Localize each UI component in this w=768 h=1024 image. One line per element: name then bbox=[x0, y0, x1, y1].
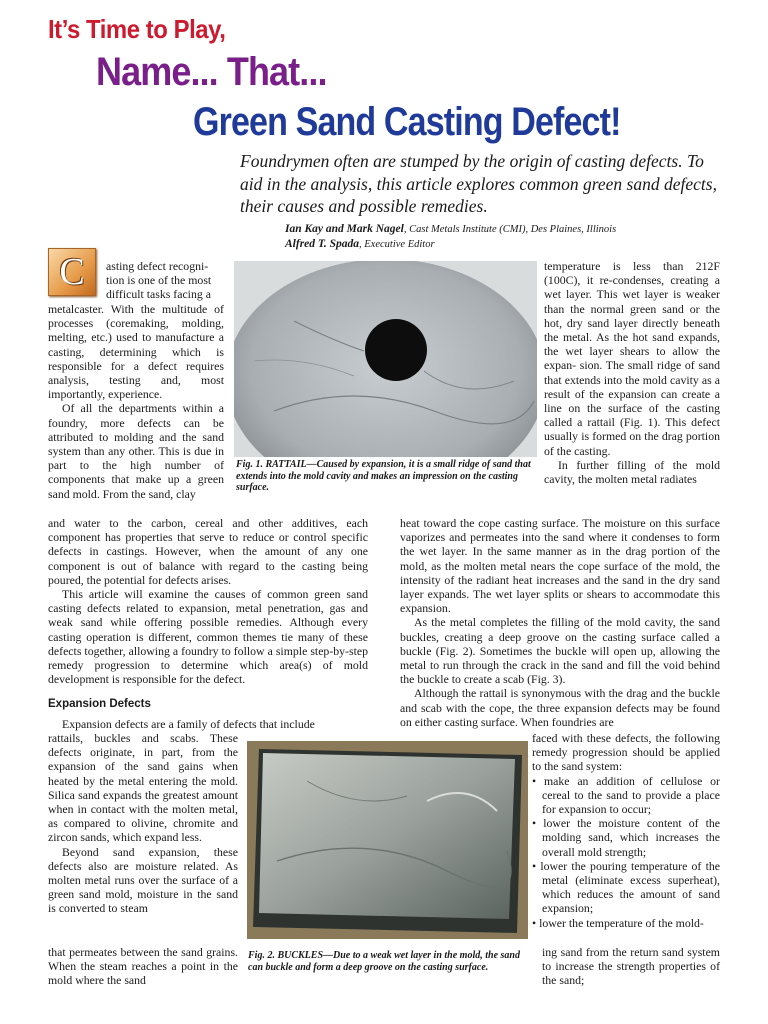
col3-top-text bbox=[544, 259, 720, 486]
list-item: • make an addition of cellulose or cereal to the sand to provide a place for expansion to occur; bbox=[532, 773, 720, 817]
paragraph: Beyond sand expansion, these defects also are moisture related. As molten metal runs over the surface of a green sand mold, moisture in the sand is converted to steam bbox=[48, 844, 238, 916]
paragraph-line: asting defect recogni- bbox=[106, 259, 209, 273]
paragraph: In further filling of the mold cavity, the molten metal radiates bbox=[544, 457, 720, 487]
paragraph-line: Expansion defects are a family of defects that include bbox=[62, 717, 315, 731]
paragraph: As the metal completes the filling of the mold cavity, the sand buckles, creating a deep groove on the casting surface called a buckle (Fig. 2). Sometimes the buckle will open up, allowing the metal to run through the crack in the sand and fill the void behind the buckle to create a scab (Fig. 3). bbox=[400, 615, 720, 687]
fig2-buckles-photo bbox=[247, 741, 528, 939]
col-right-bottom-text bbox=[542, 945, 720, 988]
col1-wrapped-lines bbox=[106, 259, 224, 302]
paragraph: temperature is less than 212F (100C), it re-condenses, creating a wet layer. This wet layer is weaker than the normal green sand or the hot, dry sand layer directly beneath the metal. As the hot sand expands, the wet layer shears to allow the expan- sion. The small ridge of sand that extends into the mold cavity as a result of the expansion can create a line on the surface of the casting called a rattail (Fig. 1). This defect usually is formed on the drag portion of the casting. bbox=[544, 259, 720, 458]
expansion-intro-line bbox=[48, 717, 368, 731]
col1-top-text bbox=[48, 302, 224, 501]
remedy-list bbox=[532, 774, 720, 930]
paragraph: metalcaster. With the multitude of processes (coremaking, molding, melting, etc.) used to manufacture a casting, determining which is responsible for a defect requires analysis, testing and, most importantly, experience. bbox=[48, 302, 224, 402]
drop-cap-letter: C bbox=[59, 251, 85, 293]
byline-authors: Ian Kay and Mark Nagel bbox=[285, 223, 404, 235]
paragraph: heat toward the cope casting surface. The moisture on this surface vaporizes and permeates into the sand where it condenses to form the wet layer. In the same manner as in the drag portion of the mold, as the molten metal nears the cope surface of the mold, the intensity of the radiant heat increases and the sand in the dry sand layer expands. The wet layer splits or shears to accommodate this expansion. bbox=[400, 516, 720, 616]
paragraph: and water to the carbon, cereal and other additives, each component has properties that serve to reduce or control specific defects in castings. However, when the amount of any one component is out of balance with regard to the casting being poured, the potential for defects arises. bbox=[48, 516, 368, 587]
col-left-mid-text bbox=[48, 516, 368, 686]
byline-affiliation: , Cast Metals Institute (CMI), Des Plaines, Illinois bbox=[403, 224, 617, 235]
paragraph: rattails, buckles and scabs. These defects originate, in part, from the expansion of the sand gains when heated by the metal entering the mold. Silica sand expands the greatest amount when in contact with the molten metal, as compared to olivine, chromite and zircon sands, which expand less. bbox=[48, 731, 238, 845]
paragraph-line: difficult tasks facing a bbox=[106, 287, 211, 302]
byline bbox=[285, 222, 616, 252]
title-line-2: Green Sand Casting Defect! bbox=[193, 100, 621, 144]
paragraph-line: tion is one of the most bbox=[106, 273, 212, 288]
section-heading: Expansion Defects bbox=[48, 698, 151, 710]
col-right-mid-text bbox=[400, 516, 720, 729]
col-left-expansion-text bbox=[48, 731, 238, 916]
paragraph: ing sand from the return sand system to increase the strength properties of the sand; bbox=[542, 945, 720, 988]
kicker-title: It’s Time to Play, bbox=[48, 14, 226, 44]
col-left-bottom-text bbox=[48, 945, 238, 988]
col-right-expansion-text bbox=[532, 731, 720, 930]
byline-editor-title: , Executive Editor bbox=[359, 239, 435, 250]
drop-cap bbox=[48, 248, 96, 296]
paragraph: Of all the departments within a foundry, more defects can be attributed to molding and the sand system than any other. This is due in part to the high number of components that make up a green sand mold. From the sand, clay bbox=[48, 401, 224, 501]
list-item: • lower the pouring temperature of the metal (eliminate excess superheat), which reduces the amount of sand expansion; bbox=[532, 858, 720, 916]
fig2-caption: Fig. 2. BUCKLES—Due to a weak wet layer in the mold, the sand can buckle and form a deep groove on the casting surface. bbox=[248, 950, 520, 973]
title-line-1: Name... That... bbox=[96, 50, 327, 94]
list-item: • lower the temperature of the mold- bbox=[532, 915, 704, 930]
paragraph: faced with these defects, the following remedy progression should be applied to the sand system: bbox=[532, 731, 720, 774]
paragraph: This article will examine the causes of common green sand casting defects related to expansion, metal penetration, gas and weak sand while offering possible remedies. Although every casting operation is different, common themes tie many of these defects together, allowing a foundry to follow a simple step-by-step remedy progression to determine which area(s) of mold development is responsible for the defect. bbox=[48, 587, 368, 687]
byline-editor: Alfred T. Spada bbox=[285, 238, 360, 250]
deck: Foundrymen often are stumped by the origin of casting defects. To aid in the analysis, this article explores common green sand defects, their causes and possible remedies. bbox=[240, 151, 717, 216]
paragraph: Although the rattail is synonymous with the drag and the buckle and scab with the cope, the three expansion defects may be found on either casting surface. When foundries are bbox=[400, 686, 720, 729]
fig1-rattail-photo bbox=[234, 261, 537, 457]
paragraph: that permeates between the sand grains. When the steam reaches a point in the mold where the sand bbox=[48, 945, 238, 988]
fig1-caption: Fig. 1. RATTAIL—Caused by expansion, it is a small ridge of sand that extends into the mold cavity and makes an impression on the casting surface. bbox=[236, 459, 531, 493]
list-item: • lower the moisture content of the molding sand, which increases the overall mold strength; bbox=[532, 816, 720, 859]
